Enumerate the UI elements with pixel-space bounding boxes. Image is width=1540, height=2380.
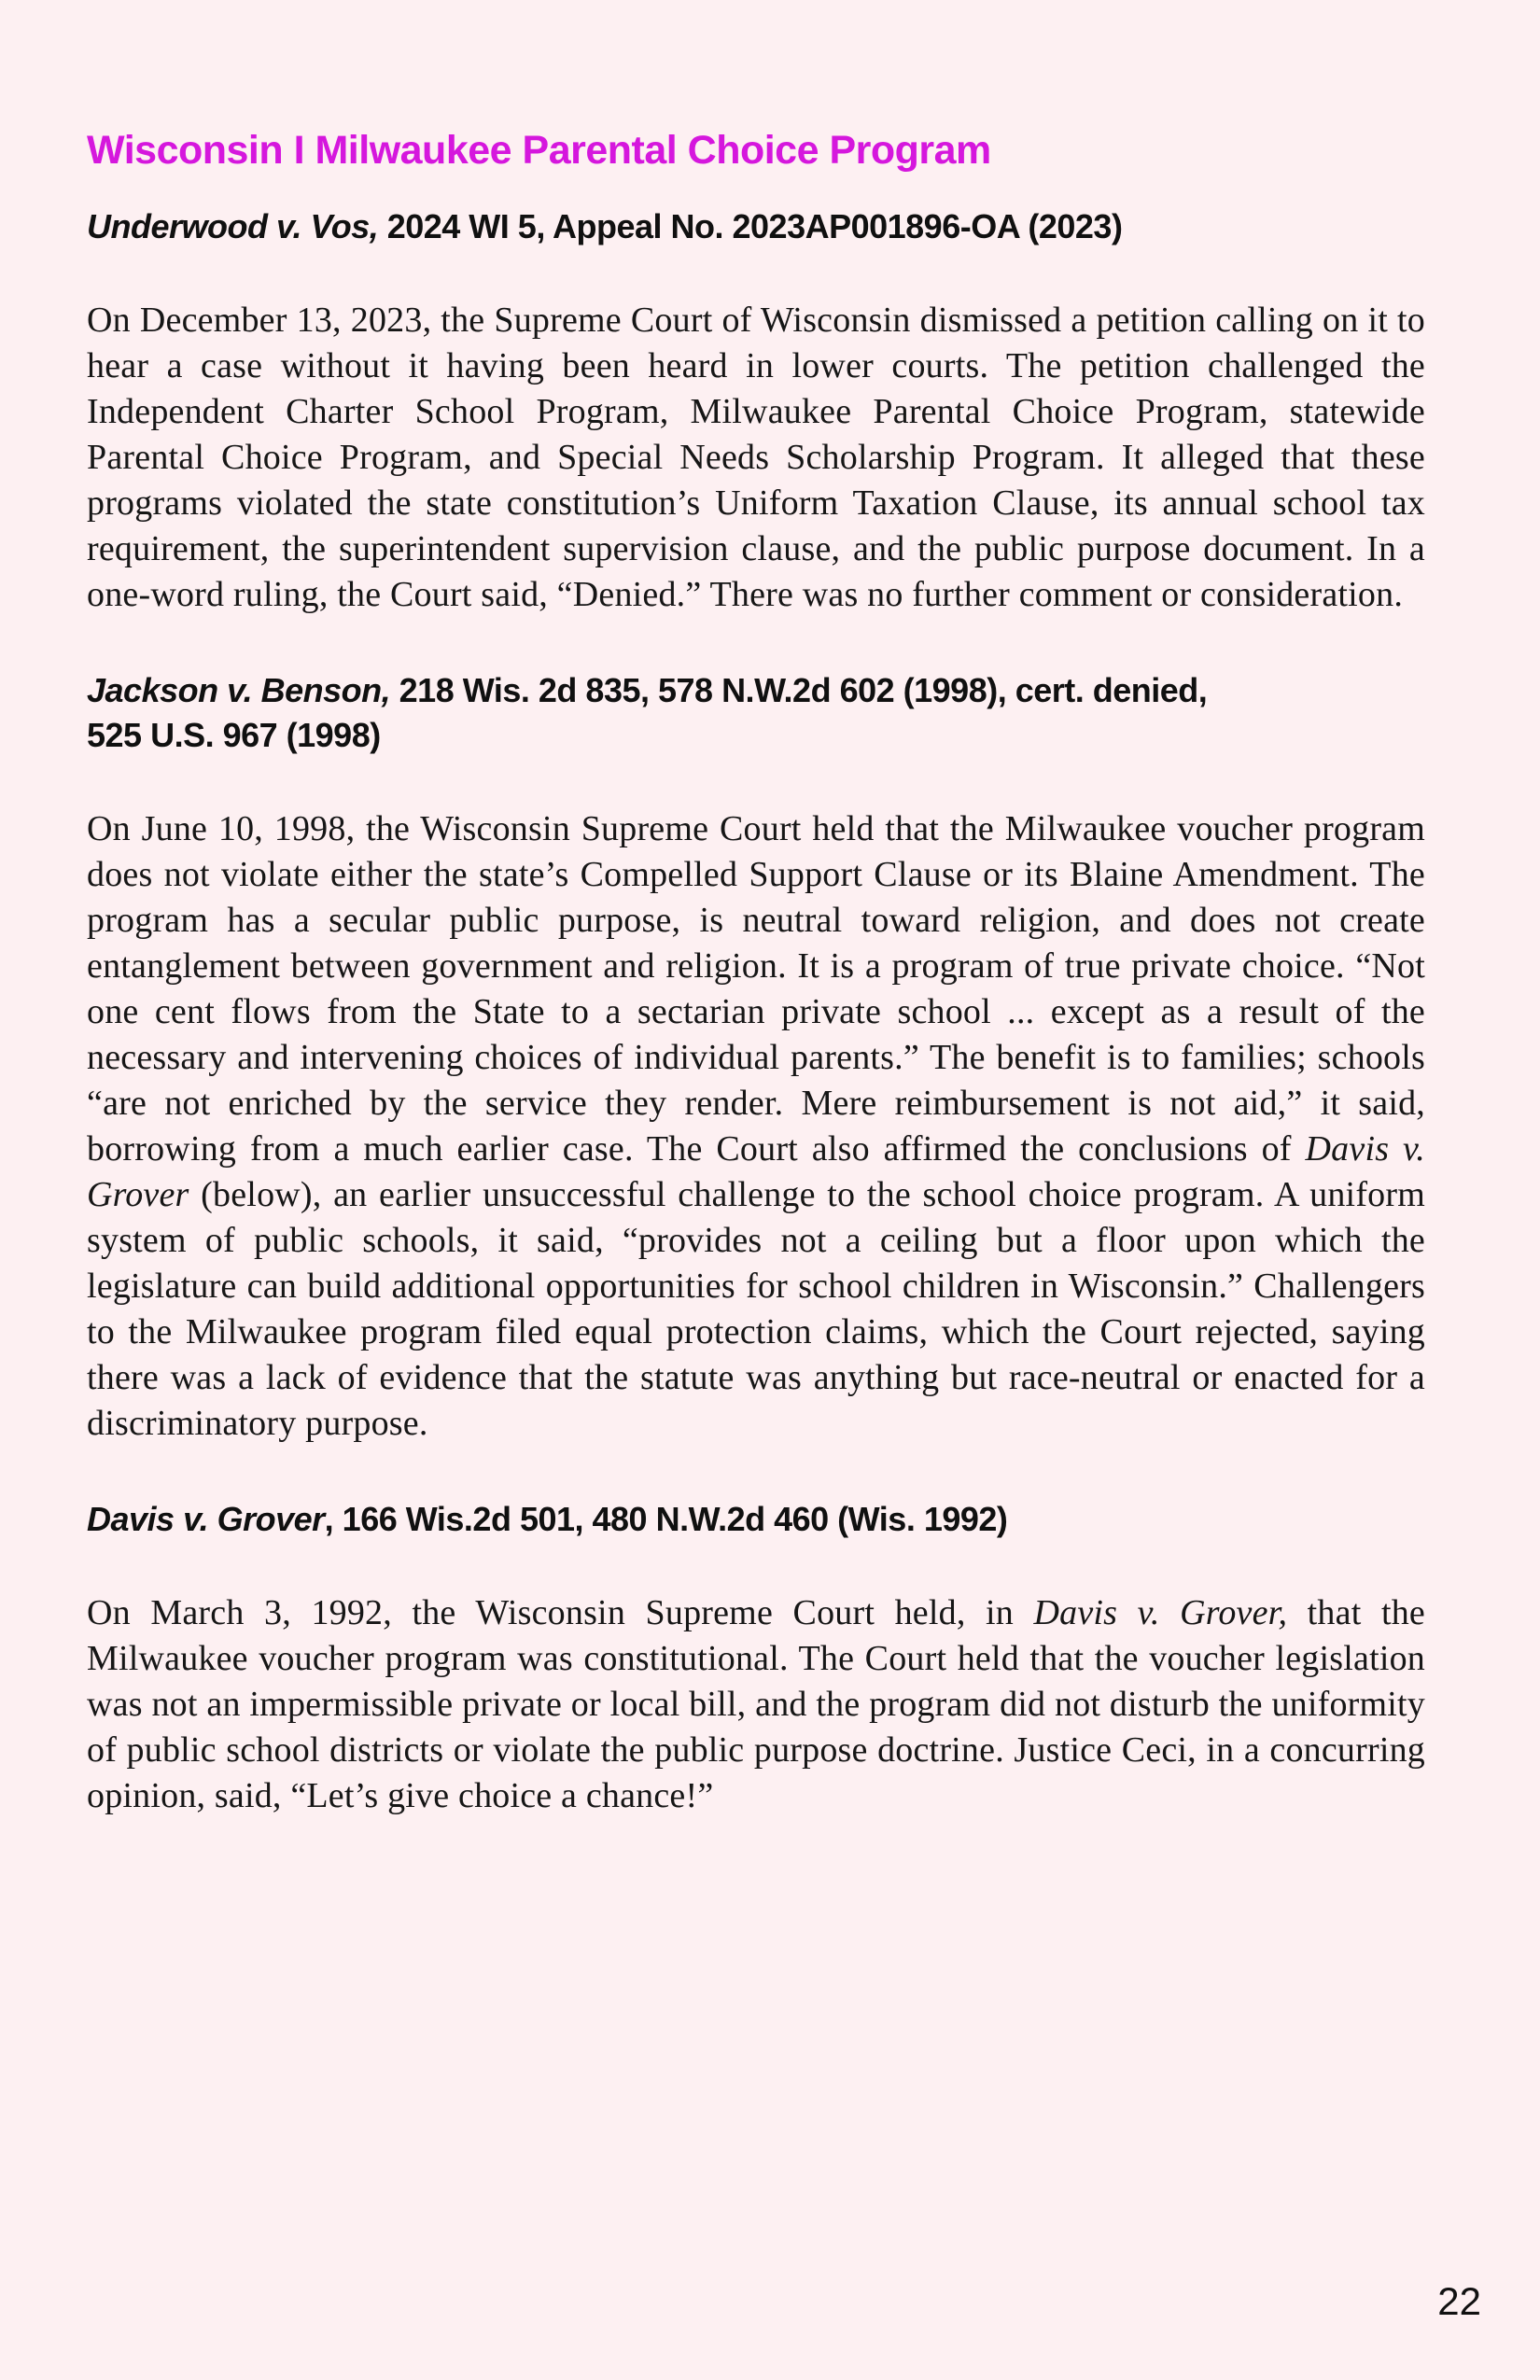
case-name-italic: Davis v. Grover [87,1129,1425,1214]
case-name-italic: Davis v. Grover, [1033,1593,1288,1632]
page-number: 22 [1437,2279,1481,2323]
text-run: On June 10, 1998, the Wisconsin Supreme Court held that the Milwaukee voucher program does not violate either the state’s Compelled Support Clause or its Blaine Amendment. The program has a secular public purpose, is neutral toward religion, and does not create entanglement between government and religion. It is a program of true private choice. “Not one cent flows from the State to a sectarian private school ... except as a result of the necessary and intervening choices of individual parents.” The benefit is to families; schools “are not enriched by the service they render. Mere reimbursement is not aid,” it said, borrowing from a much earlier case. The Court also affirmed the conclusions of [87,809,1425,1169]
text-run: 218 Wis. 2d 835, 578 N.W.2d 602 (1998), cert. denied, [390,671,1208,709]
case-section [87,1497,1425,1819]
text-run: 525 U.S. 967 (1998) [87,716,381,754]
case-name-italic: Davis v. Grover [87,1500,325,1538]
case-summary [87,298,1425,618]
text-run: , 166 Wis.2d 501, 480 N.W.2d 460 (Wis. 1992) [324,1500,1008,1538]
text-column [87,128,1425,1869]
case-section [87,668,1425,1447]
case-summary [87,1590,1425,1819]
case-sections [87,204,1425,1819]
case-citation [87,1497,1425,1542]
text-run: that the Milwaukee voucher program was constitutional. The Court held that the voucher legislation was not an impermissible private or local bill, and the program did not disturb the uniformity of public school districts or violate the public purpose doctrine. Justice Ceci, in a concurring opinion, said, “Let’s give choice a chance!” [87,1593,1425,1815]
case-citation [87,668,1425,758]
case-name-italic: Jackson v. Benson, [87,671,391,709]
case-name-italic: Underwood v. Vos, [87,207,379,245]
page-title: Wisconsin I Milwaukee Parental Choice Program [87,128,991,173]
case-section [87,204,1425,618]
text-run: On March 3, 1992, the Wisconsin Supreme Court held, in [87,1593,1034,1632]
case-citation [87,204,1425,249]
text-run: (below), an earlier unsuccessful challenge to the school choice program. A uniform system of public schools, it said, “provides not a ceiling but a floor upon which the legislature can build additional opportunities for school children in Wisconsin.” Challengers to the Milwaukee program filed equal protection claims, which the Court rejected, saying there was a lack of evidence that the statute was anything but race-neutral or enacted for a discriminatory purpose. [87,1175,1425,1443]
case-summary [87,806,1425,1447]
text-run: 2024 WI 5, Appeal No. 2023AP001896-OA (2023) [378,207,1123,245]
text-run: On December 13, 2023, the Supreme Court of Wisconsin dismissed a petition calling on it to hear a case without it having been heard in lower courts. The petition challenged the Independent Charter School Program, Milwaukee Parental Choice Program, statewide Parental Choice Program, and Special Needs Scholarship Program. It alleged that these programs violated the state constitution’s Uniform Taxation Clause, its annual school tax requirement, the superintendent supervision clause, and the public purpose document. In a one-word ruling, the Court said, “Denied.” There was no further comment or consideration. [87,301,1425,614]
